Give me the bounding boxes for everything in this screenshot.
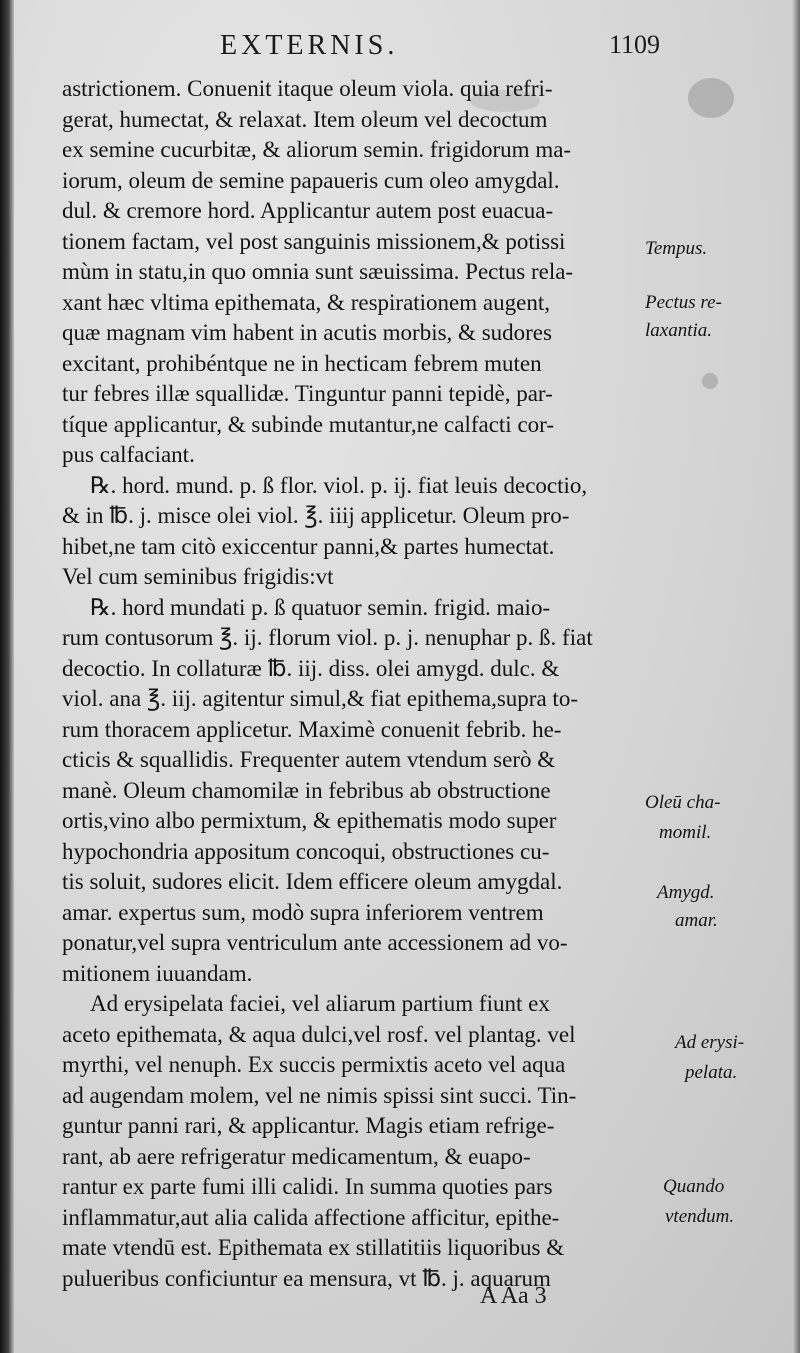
page-number: 1109 bbox=[608, 30, 660, 59]
text-line: rantur ex parte fumi illi calidi. In summa quoties pars bbox=[62, 1174, 553, 1199]
text-line: aceto epithemata, & aqua dulci,vel rosf. vel plantag. vel bbox=[62, 1021, 576, 1047]
text-line: ortis,vino albo permixtum, & epithematis modo super bbox=[62, 808, 557, 833]
text-line: tíque applicantur, & subinde mutantur,ne calfacti cor- bbox=[62, 411, 555, 437]
text-line: Ad erysipelata faciei, vel aliarum partium fiunt ex bbox=[90, 991, 550, 1016]
text-line: Vel cum seminibus frigidis:vt bbox=[62, 564, 334, 589]
text-line: ponatur,vel supra ventriculum ante accessionem ad vo- bbox=[62, 930, 568, 955]
text-line: tur febres illæ squallidæ. Tinguntur panni tepidè, par- bbox=[62, 381, 553, 406]
margin-note-oleum: Oleū cha- bbox=[645, 792, 721, 813]
margin-note-pelata: pelata. bbox=[685, 1062, 738, 1083]
text-line: decoctio. In collaturæ ℔. iij. diss. olei amygd. dulc. & bbox=[62, 655, 560, 681]
margin-note-vtendum: vtendum. bbox=[665, 1206, 735, 1227]
page-header bbox=[60, 30, 660, 70]
text-line: tionem factam, vel post sanguinis missionem,& potissi bbox=[62, 228, 566, 254]
text-line: excitant, prohibéntque ne in hecticam febrem muten bbox=[62, 350, 542, 376]
text-line: astrictionem. Conuenit itaque oleum viola. quia refri- bbox=[62, 76, 553, 101]
text-line: inflammatur,aut alia calida affectione afficitur, epithe- bbox=[62, 1204, 560, 1230]
margin-note-chamomil: momil. bbox=[659, 822, 712, 843]
text-line: xant hæc vltima epithemata, & respirationem augent, bbox=[62, 289, 550, 315]
margin-notes bbox=[645, 0, 795, 1353]
margin-note-tempus: Tempus. bbox=[645, 238, 708, 259]
text-line: gerat, humectat, & relaxat. Item oleum vel decoctum bbox=[62, 106, 548, 132]
text-line: mitionem iuuandam. bbox=[62, 960, 253, 986]
text-line: viol. ana ℥. iij. agitentur simul,& fiat epithema,supra to- bbox=[62, 686, 578, 711]
text-line: & in ℔. j. misce olei viol. ℥. iiij applicetur. Oleum pro- bbox=[62, 503, 570, 528]
margin-note-quando: Quando bbox=[663, 1176, 725, 1197]
running-head: EXTERNIS. bbox=[220, 30, 399, 61]
text-line: ℞. hord. mund. p. ß flor. viol. p. ij. fiat leuis decoctio, bbox=[90, 472, 588, 498]
text-line: mate vtendū est. Epithemata ex stillatitiis liquoribus & bbox=[62, 1235, 565, 1260]
text-line: amar. expertus sum, modò supra inferiorem ventrem bbox=[62, 899, 544, 925]
text-line: iorum, oleum de semine papaueris cum oleo amygdal. bbox=[62, 167, 560, 193]
text-line: quæ magnam vim habent in acutis morbis, & sudores bbox=[62, 320, 552, 345]
text-line: ex semine cucurbitæ, & aliorum semin. frigidorum ma- bbox=[62, 137, 572, 162]
text-line: rant, ab aere refrigeratur medicamentum, & euapo- bbox=[62, 1143, 531, 1169]
text-line: mùm in statu,in quo omnia sunt sæuissima. Pectus rela- bbox=[62, 259, 574, 284]
page-gutter-shadow bbox=[0, 0, 14, 1353]
text-line: hypochondria appositum concoqui, obstructiones cu- bbox=[62, 838, 550, 864]
text-line: cticis & squallidis. Frequenter autem vtendum serò & bbox=[62, 747, 556, 772]
text-line: rum thoracem applicetur. Maximè conuenit febrib. he- bbox=[62, 716, 562, 742]
text-line: guntur panni rari, & applicantur. Magis etiam refrige- bbox=[62, 1113, 555, 1138]
text-line: tis soluit, sudores elicit. Idem efficere oleum amygdal. bbox=[62, 869, 563, 894]
text-line: rum contusorum ℥. ij. florum viol. p. j. nenuphar p. ß. fiat bbox=[62, 625, 593, 650]
text-line: ℞. hord mundati p. ß quatuor semin. frigid. maio- bbox=[90, 594, 551, 620]
margin-note-laxantia: laxantia. bbox=[645, 320, 713, 341]
text-line: pulueribus conficiuntur ea mensura, vt ℔. j. aquarum bbox=[62, 1265, 551, 1291]
text-line: manè. Oleum chamomilæ in febribus ab obstructione bbox=[62, 777, 551, 803]
margin-note-amygd: Amygd. bbox=[657, 882, 715, 903]
signature-mark: A Aa 3 bbox=[480, 1283, 547, 1309]
text-line: myrthi, vel nenuph. Ex succis permixtis aceto vel aqua bbox=[62, 1052, 566, 1077]
margin-note-erysipelata: Ad erysi- bbox=[675, 1032, 745, 1053]
text-line: ad augendam molem, vel ne nimis spissi sint succi. Tin- bbox=[62, 1082, 577, 1108]
text-line: pus calfaciant. bbox=[62, 442, 195, 467]
body-text bbox=[62, 74, 652, 1294]
margin-note-amar: amar. bbox=[675, 910, 718, 931]
text-line: dul. & cremore hord. Applicantur autem post euacua- bbox=[62, 198, 554, 223]
margin-note-pectus: Pectus re- bbox=[645, 292, 722, 313]
text-line: hibet,ne tam citò exiccentur panni,& partes humectat. bbox=[62, 533, 555, 559]
